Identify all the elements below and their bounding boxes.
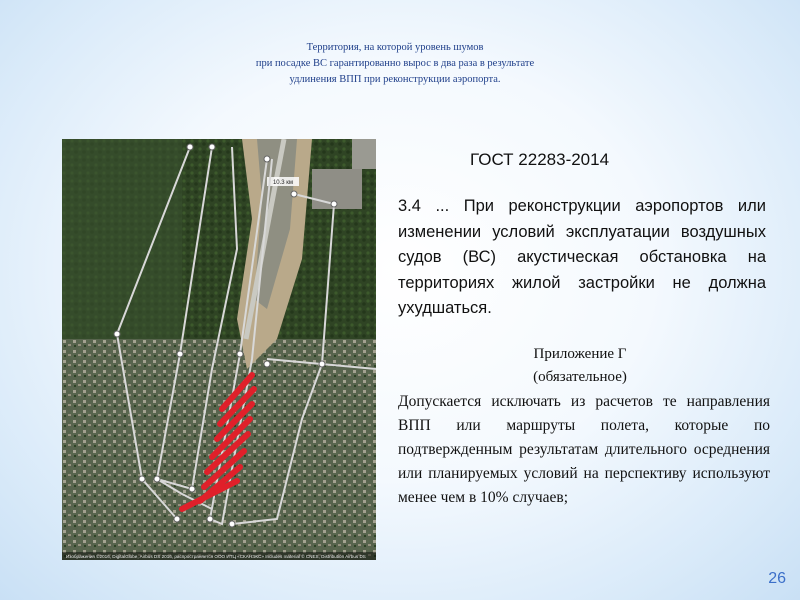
map-scale-label: 10.3 км xyxy=(272,180,294,186)
appendix-note: (обязательное) xyxy=(533,369,627,385)
page-number: 26 xyxy=(768,570,786,587)
appendix-label: Приложение Г xyxy=(533,346,627,362)
title-line-3: удлинения ВПП при реконструкции аэропорта. xyxy=(289,74,501,85)
slide-title xyxy=(180,40,610,88)
map-credits: Изображения ©2016, DigitalGlobe, Airbus DS 2016, распространяется ООО ИТЦ «СКАНЭКС» Includes material © CNES, Distribution Airbus DS xyxy=(66,554,366,559)
satellite-map xyxy=(62,139,376,560)
map-graphic xyxy=(62,139,376,560)
standard-code: ГОСТ 22283-2014 xyxy=(470,150,610,169)
title-line-2: при посадке ВС гарантированно вырос в два раза в результате xyxy=(255,58,535,69)
appendix-block xyxy=(520,343,640,389)
standard-quote: 3.4 ... При реконструкции аэропортов или изменении условий эксплуатации воздушных судов (ВС) акустическая обстановка на территориях жилой застройки не должна ухудшаться. xyxy=(398,197,766,317)
exception-paragraph: Допускается исключать из расчетов те направления ВПП или маршруты полета, которые по подтвержденным результатам длительного осреднения или планируемых условий на перспективу используют менее чем в 10% случаев; xyxy=(398,393,770,506)
title-line-1: Территория, на которой уровень шумов xyxy=(306,42,484,53)
